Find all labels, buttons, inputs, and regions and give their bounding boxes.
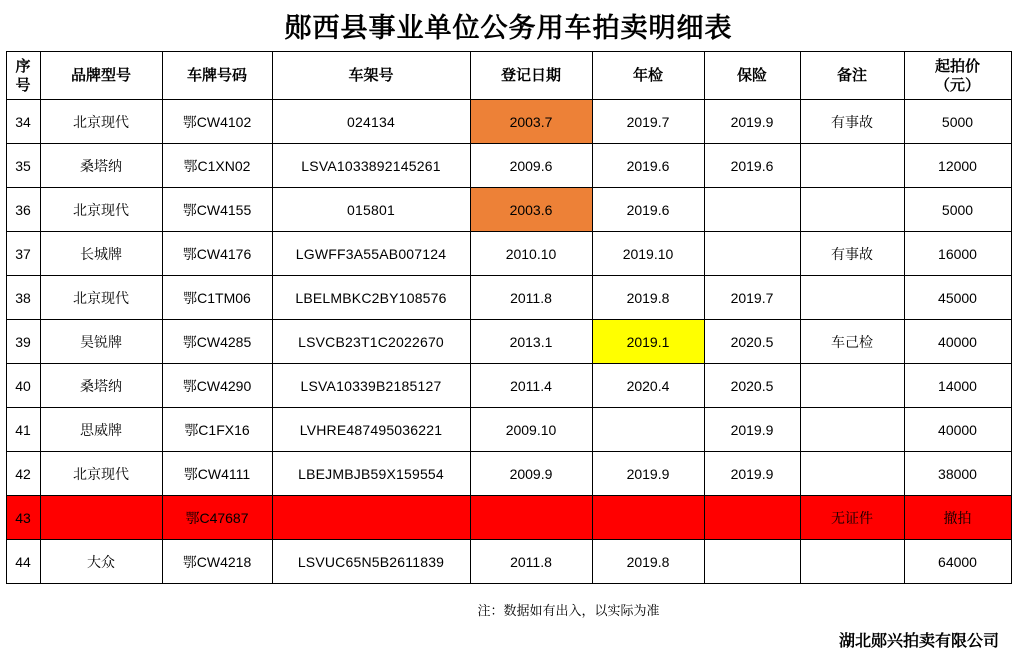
cell-plate: 鄂CW4285 bbox=[162, 320, 272, 364]
column-header-seq-line2: 号 bbox=[15, 76, 31, 94]
cell-seq: 37 bbox=[6, 232, 40, 276]
cell-price: 5000 bbox=[904, 100, 1011, 144]
cell-note: 有事故 bbox=[800, 100, 904, 144]
cell-note: 车己检 bbox=[800, 320, 904, 364]
cell-inspection: 2019.8 bbox=[592, 540, 704, 584]
cell-insurance bbox=[704, 232, 800, 276]
cell-price: 12000 bbox=[904, 144, 1011, 188]
cell-insurance bbox=[704, 496, 800, 540]
cell-note: 有事故 bbox=[800, 232, 904, 276]
cell-brand: 大众 bbox=[40, 540, 162, 584]
cell-price: 14000 bbox=[904, 364, 1011, 408]
cell-inspection: 2020.4 bbox=[592, 364, 704, 408]
cell-seq: 36 bbox=[6, 188, 40, 232]
cell-reg-date: 2013.1 bbox=[470, 320, 592, 364]
cell-vin: LVHRE487495036221 bbox=[272, 408, 470, 452]
cell-seq: 43 bbox=[6, 496, 40, 540]
cell-price: 45000 bbox=[904, 276, 1011, 320]
cell-seq: 38 bbox=[6, 276, 40, 320]
cell-plate: 鄂C1XN02 bbox=[162, 144, 272, 188]
table-row bbox=[6, 232, 1011, 276]
column-header-price bbox=[904, 52, 1011, 100]
table-row-cancelled bbox=[6, 496, 1011, 540]
cell-seq: 42 bbox=[6, 452, 40, 496]
footnote-text: 注：数据如有出入，以实际为准 bbox=[477, 603, 660, 618]
cell-brand: 桑塔纳 bbox=[40, 364, 162, 408]
cell-reg-date: 2009.9 bbox=[470, 452, 592, 496]
table-body bbox=[6, 100, 1011, 584]
cell-seq: 35 bbox=[6, 144, 40, 188]
cell-inspection: 2019.7 bbox=[592, 100, 704, 144]
column-header-plate: 车牌号码 bbox=[162, 52, 272, 100]
column-header-vin: 车架号 bbox=[272, 52, 470, 100]
table-row bbox=[6, 408, 1011, 452]
page-title: 郧西县事业单位公务用车拍卖明细表 bbox=[284, 13, 733, 43]
table-row bbox=[6, 144, 1011, 188]
cell-reg-date: 2011.4 bbox=[470, 364, 592, 408]
cell-plate: 鄂CW4155 bbox=[162, 188, 272, 232]
column-header-insurance: 保险 bbox=[704, 52, 800, 100]
cell-price: 撤拍 bbox=[904, 496, 1011, 540]
cell-note bbox=[800, 452, 904, 496]
cell-reg-date: 2003.7 bbox=[470, 100, 592, 144]
table-row bbox=[6, 452, 1011, 496]
cell-reg-date: 2011.8 bbox=[470, 540, 592, 584]
cell-price: 16000 bbox=[904, 232, 1011, 276]
cell-brand: 北京现代 bbox=[40, 276, 162, 320]
cell-vin: LBEJMBJB59X159554 bbox=[272, 452, 470, 496]
cell-brand: 昊锐牌 bbox=[40, 320, 162, 364]
cell-vin: LBELMBKC2BY108576 bbox=[272, 276, 470, 320]
cell-note bbox=[800, 276, 904, 320]
cell-insurance: 2020.5 bbox=[704, 320, 800, 364]
cell-vin: 015801 bbox=[272, 188, 470, 232]
cell-brand: 北京现代 bbox=[40, 100, 162, 144]
cell-inspection: 2019.6 bbox=[592, 188, 704, 232]
column-header-price-line2: （元） bbox=[934, 76, 980, 94]
cell-note bbox=[800, 540, 904, 584]
cell-insurance: 2019.9 bbox=[704, 452, 800, 496]
cell-reg-date bbox=[470, 496, 592, 540]
cell-vin: LGWFF3A55AB007124 bbox=[272, 232, 470, 276]
cell-reg-date: 2009.6 bbox=[470, 144, 592, 188]
cell-inspection: 2019.6 bbox=[592, 144, 704, 188]
cell-price: 5000 bbox=[904, 188, 1011, 232]
cell-insurance: 2019.9 bbox=[704, 408, 800, 452]
table-row bbox=[6, 540, 1011, 584]
column-header-price-line1: 起拍价 bbox=[934, 57, 980, 75]
cell-plate: 鄂CW4218 bbox=[162, 540, 272, 584]
cell-vin: 024134 bbox=[272, 100, 470, 144]
cell-price: 38000 bbox=[904, 452, 1011, 496]
column-header-seq-line1: 序 bbox=[15, 57, 31, 75]
cell-note bbox=[800, 188, 904, 232]
column-header-inspection: 年检 bbox=[592, 52, 704, 100]
cell-note bbox=[800, 408, 904, 452]
cell-plate: 鄂C1TM06 bbox=[162, 276, 272, 320]
cell-insurance: 2019.9 bbox=[704, 100, 800, 144]
cell-inspection: 2019.10 bbox=[592, 232, 704, 276]
table-header bbox=[6, 52, 1011, 100]
cell-note bbox=[800, 364, 904, 408]
cell-seq: 34 bbox=[6, 100, 40, 144]
cell-inspection: 2019.9 bbox=[592, 452, 704, 496]
cell-insurance: 2020.5 bbox=[704, 364, 800, 408]
cell-reg-date: 2009.10 bbox=[470, 408, 592, 452]
cell-vin: LSVA10339B2185127 bbox=[272, 364, 470, 408]
cell-brand: 思威牌 bbox=[40, 408, 162, 452]
column-header-reg-date: 登记日期 bbox=[470, 52, 592, 100]
auction-detail-table bbox=[6, 51, 1012, 584]
cell-vin: LSVCB23T1C2022670 bbox=[272, 320, 470, 364]
cell-reg-date: 2011.8 bbox=[470, 276, 592, 320]
cell-brand: 北京现代 bbox=[40, 452, 162, 496]
cell-price: 64000 bbox=[904, 540, 1011, 584]
cell-plate: 鄂CW4290 bbox=[162, 364, 272, 408]
cell-price: 40000 bbox=[904, 408, 1011, 452]
table-row bbox=[6, 364, 1011, 408]
cell-plate: 鄂CW4102 bbox=[162, 100, 272, 144]
cell-brand: 长城牌 bbox=[40, 232, 162, 276]
table-row bbox=[6, 188, 1011, 232]
cell-seq: 40 bbox=[6, 364, 40, 408]
cell-seq: 41 bbox=[6, 408, 40, 452]
cell-seq: 44 bbox=[6, 540, 40, 584]
table-header-row bbox=[6, 52, 1011, 100]
cell-reg-date: 2010.10 bbox=[470, 232, 592, 276]
cell-vin: LSVA1033892145261 bbox=[272, 144, 470, 188]
footnote bbox=[0, 600, 1017, 619]
cell-seq: 39 bbox=[6, 320, 40, 364]
column-header-note: 备注 bbox=[800, 52, 904, 100]
cell-plate: 鄂C47687 bbox=[162, 496, 272, 540]
cell-plate: 鄂CW4176 bbox=[162, 232, 272, 276]
cell-insurance bbox=[704, 188, 800, 232]
cell-inspection: 2019.1 bbox=[592, 320, 704, 364]
table-row bbox=[6, 100, 1011, 144]
table-row bbox=[6, 320, 1011, 364]
cell-insurance bbox=[704, 540, 800, 584]
cell-insurance: 2019.7 bbox=[704, 276, 800, 320]
cell-inspection: 2019.8 bbox=[592, 276, 704, 320]
cell-insurance: 2019.6 bbox=[704, 144, 800, 188]
cell-plate: 鄂CW4111 bbox=[162, 452, 272, 496]
cell-vin bbox=[272, 496, 470, 540]
cell-inspection bbox=[592, 408, 704, 452]
column-header-seq bbox=[6, 52, 40, 100]
cell-note bbox=[800, 144, 904, 188]
table-row bbox=[6, 276, 1011, 320]
cell-vin: LSVUC65N5B2611839 bbox=[272, 540, 470, 584]
cell-brand: 桑塔纳 bbox=[40, 144, 162, 188]
cell-price: 40000 bbox=[904, 320, 1011, 364]
cell-brand: 北京现代 bbox=[40, 188, 162, 232]
cell-inspection bbox=[592, 496, 704, 540]
cell-plate: 鄂C1FX16 bbox=[162, 408, 272, 452]
cell-brand bbox=[40, 496, 162, 540]
column-header-brand: 品牌型号 bbox=[40, 52, 162, 100]
company-name: 湖北郧兴拍卖有限公司 bbox=[838, 633, 999, 650]
cell-reg-date: 2003.6 bbox=[470, 188, 592, 232]
cell-note: 无证件 bbox=[800, 496, 904, 540]
